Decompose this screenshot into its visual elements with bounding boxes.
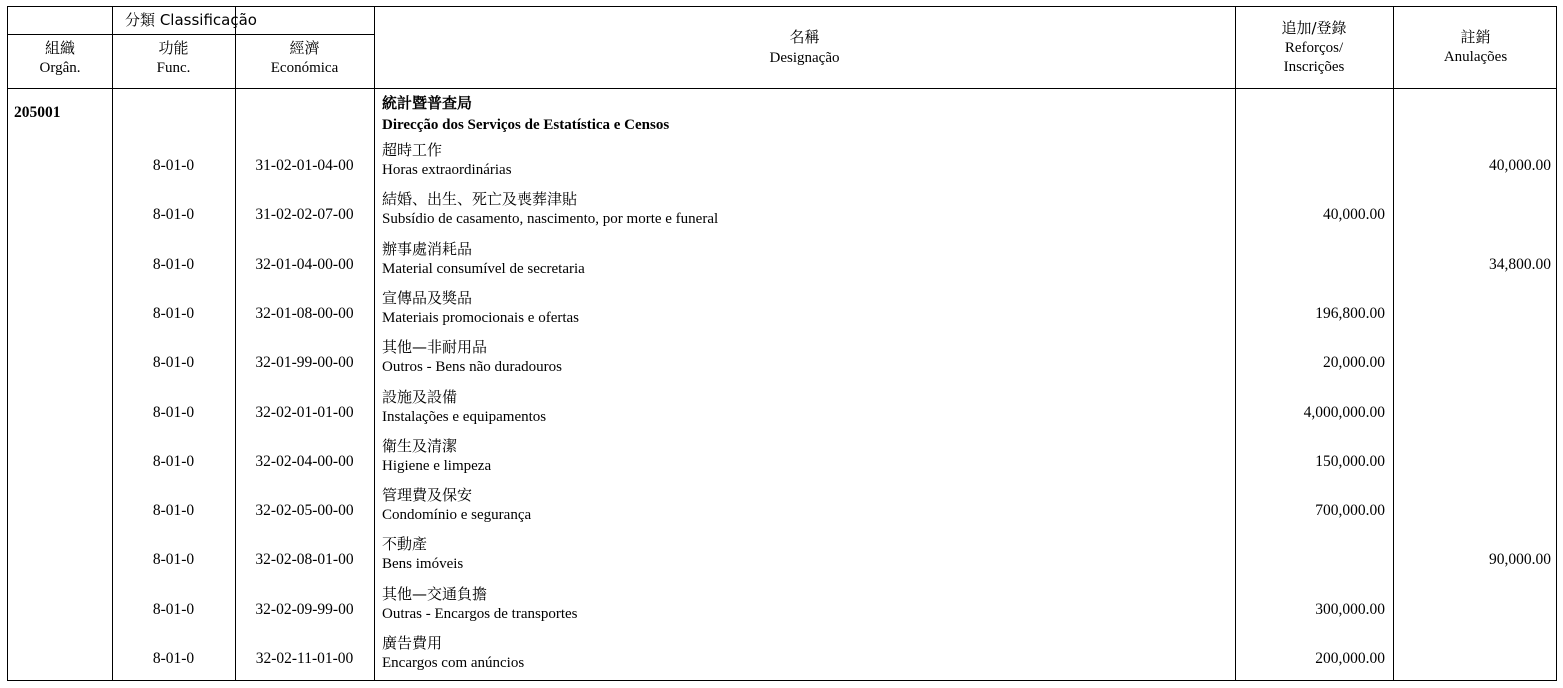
add-header-pt2: Inscrições: [1283, 59, 1345, 75]
item-name-pt: Encargos com anúncios: [382, 655, 525, 671]
organ-code: 205001: [14, 104, 61, 121]
header-divider: [8, 34, 374, 35]
header-divider: [8, 88, 1556, 89]
item-name-zh: 設施及設備: [382, 387, 458, 406]
func-header-pt: Func.: [156, 60, 191, 76]
reforcos-amount: 40,000.00: [1323, 206, 1385, 224]
organ-header-zh: 組織: [44, 39, 75, 57]
func-code: 8-01-0: [152, 354, 195, 372]
item-name-pt: Condomínio e segurança: [382, 507, 532, 524]
reforcos-amount: 150,000.00: [1315, 452, 1385, 470]
add-header-pt1: Reforços/: [1284, 40, 1344, 56]
name-header-zh: 名稱: [789, 28, 820, 46]
reforcos-amount: 20,000.00: [1323, 354, 1385, 372]
func-code: 8-01-0: [152, 403, 195, 421]
anulacoes-amount: 34,800.00: [1489, 255, 1551, 273]
anulacoes-amount: 40,000.00: [1489, 157, 1551, 174]
column-divider: [235, 7, 236, 680]
organ-header-pt: Orgân.: [39, 60, 81, 76]
reforcos-amount: 4,000,000.00: [1303, 403, 1385, 421]
econ-code: 32-02-11-01-00: [255, 650, 354, 667]
item-name-pt: Outras - Encargos de transportes: [382, 605, 578, 622]
func-code: 8-01-0: [152, 600, 195, 618]
item-name-pt: Materiais promocionais e ofertas: [382, 309, 580, 326]
func-code: 8-01-0: [152, 551, 195, 569]
item-name-zh: 衛生及清潔: [382, 436, 458, 455]
econ-header-zh: 經濟: [289, 39, 320, 57]
econ-code: 32-02-09-99-00: [255, 600, 354, 618]
econ-code: 32-01-04-00-00: [255, 255, 354, 273]
anulacoes-amount: 90,000.00: [1489, 551, 1551, 569]
column-divider: [112, 7, 113, 680]
econ-header-pt: Económica: [270, 60, 339, 76]
func-code: 8-01-0: [152, 502, 195, 520]
item-name-zh: 管理費及保安: [382, 486, 473, 505]
department-name-zh: 統計暨普查局: [382, 94, 473, 112]
econ-code: 32-02-08-01-00: [255, 551, 354, 569]
econ-code: 32-02-01-01-00: [255, 403, 354, 421]
cancel-header-pt: Anulações: [1443, 49, 1508, 65]
func-code: 8-01-0: [152, 304, 195, 322]
department-name-pt: Direcção dos Serviços de Estatística e Censos: [382, 117, 670, 133]
item-name-pt: Subsídio de casamento, nascimento, por morte e funeral: [382, 211, 719, 228]
item-name-pt: Higiene e limpeza: [382, 457, 492, 474]
item-name-zh: 不動產: [382, 535, 428, 554]
item-name-pt: Bens imóveis: [382, 556, 464, 573]
econ-code: 32-01-99-00-00: [255, 354, 354, 372]
budget-table: [7, 6, 1557, 681]
item-name-zh: 辦事處消耗品: [382, 239, 473, 258]
item-name-pt: Material consumível de secretaria: [382, 260, 585, 277]
item-name-zh: 結婚、出生、死亡及喪葬津貼: [382, 190, 578, 209]
item-name-zh: 宣傳品及獎品: [382, 288, 473, 307]
item-name-zh: 廣告費用: [382, 634, 443, 652]
reforcos-amount: 196,800.00: [1315, 304, 1385, 322]
econ-code: 31-02-02-07-00: [255, 206, 354, 224]
econ-code: 31-02-01-04-00: [255, 157, 354, 174]
classification-header: 分類 Classificação: [125, 11, 257, 29]
column-divider: [1235, 7, 1236, 680]
reforcos-amount: 200,000.00: [1315, 650, 1385, 667]
column-divider: [374, 7, 375, 680]
item-name-zh: 其他—交通負擔: [382, 584, 488, 603]
func-code: 8-01-0: [152, 157, 195, 174]
cancel-header-zh: 註銷: [1460, 28, 1491, 46]
item-name-pt: Instalações e equipamentos: [382, 408, 547, 425]
column-divider: [1393, 7, 1394, 680]
func-code: 8-01-0: [152, 255, 195, 273]
item-name-pt: Outros - Bens não duradouros: [382, 359, 562, 376]
func-code: 8-01-0: [152, 452, 195, 470]
econ-code: 32-02-04-00-00: [255, 452, 354, 470]
econ-code: 32-01-08-00-00: [255, 304, 354, 322]
add-header-zh: 追加/登錄: [1281, 19, 1347, 37]
item-name-zh: 其他—非耐用品: [382, 338, 488, 357]
reforcos-amount: 700,000.00: [1315, 502, 1385, 520]
name-header-pt: Designação: [769, 50, 840, 66]
reforcos-amount: 300,000.00: [1315, 600, 1385, 618]
item-name-pt: Horas extraordinárias: [382, 162, 512, 178]
func-code: 8-01-0: [152, 206, 195, 224]
func-code: 8-01-0: [152, 650, 195, 667]
func-header-zh: 功能: [158, 39, 189, 57]
econ-code: 32-02-05-00-00: [255, 502, 354, 520]
item-name-zh: 超時工作: [382, 141, 443, 159]
